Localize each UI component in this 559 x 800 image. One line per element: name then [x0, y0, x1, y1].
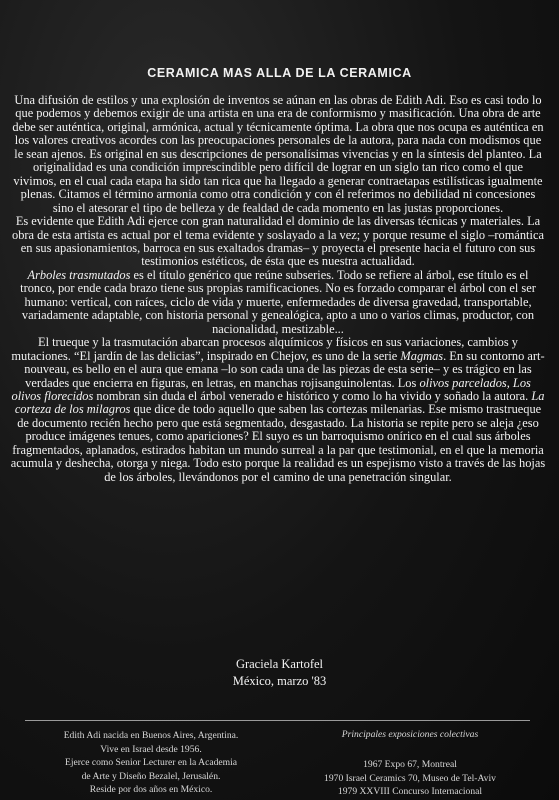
place-date: México, marzo '83: [232, 674, 327, 688]
artist-bio: [22, 729, 280, 797]
divider: [25, 720, 530, 721]
page-title: CERAMICA MAS ALLA DE LA CERAMICA: [147, 66, 412, 80]
author-name: Graciela Kartofel: [235, 657, 324, 671]
paragraph-4-text-c: nombran sin duda el árbol venerado e histórico y como lo ha vivido y soñado la autora.: [93, 388, 532, 403]
bio-line: Reside por dos años en México.: [89, 784, 213, 796]
essay-body: [10, 94, 546, 484]
paragraph-1: Una difusión de estilos y una explosión de inventos se aúnan en las obras de Edith Adi. Eso es casi todo lo que podemos y debemos exigir de una artista en una era de conformismo y masificación. Una obra de arte debe ser auténtica, original, armónica, actual y técnicamente óptima. La obra que nos ocupa es auténtica en los valores creativos acordes con las preocupaciones personales de la autora, para nada con modismos que le sean ajenos. Es original en sus descripciones de personalísimas vivencias y en la síntesis del planteo. La originalidad es una condición imprescindible pero difícil de lograr en un siglo tan rico como el que vivimos, en el cual cada etapa ha sido tan rica que ha llegado a generar contraetapas estilísticas igualmente plenas. Citamos el término armonia como otra condición y con él referimos no debilidad ni concesiones sino el atesorar el tipo de belleza y de fealdad de cada momento en las justas proporciones.: [12, 93, 544, 215]
paragraph-3: [10, 269, 546, 336]
corteza-title-italic: La corteza de los milagros: [14, 388, 545, 417]
paragraph-3-text: es el título genérico que reúne subseries. Todo se refiere al árbol, ese título es el tronco, por ende cada brazo tiene sus propias ramificaciones. No es forzado comparar el árbol con el ser humano: vertical, con raíces, ciclo de vida y muerte, enfermedades de diversa gravedad, transportable, variadamente adaptable, con historia personal y genealógica, apto a uno o varios climas, productor, con nacionalidad, mestizable...: [20, 267, 536, 336]
paragraph-2: Es evidente que Edith Adi ejerce con gran naturalidad el dominio de las diversas técnicas y materiales. La obra de esta artista es actual por el tema evidente y soslayado a la vez; y porque resume el siglo –romántica en sus apasionamientos, barroca en sus exaltados dramas– y proyecta el presente hacia el futuro con sus testimonios estéticos, de ésta que es nuestra actualidad.: [12, 214, 544, 269]
exhibition-item: 1967 Expo 67, Montreal: [363, 759, 457, 770]
paragraph-4-text-b: . En su contorno art-nouveau, es bello en el aura que emana –lo son cada una de las piezas de esta serie– y es trágico en las verdades que encierra en figuras, en letras, en manchas rojisanguinolentas. Los: [24, 348, 545, 390]
bio-line: Ejerce como Senior Lecturer en la Academia: [64, 757, 238, 769]
series-magmas-italic: Magmas: [400, 348, 444, 363]
exhibitions-heading: Principales exposiciones colectivas: [341, 729, 479, 740]
bio-line: Edith Adi nacida en Buenos Aires, Argentina.: [63, 730, 239, 741]
bio-line: Vive en Israel desde 1956.: [100, 743, 202, 755]
series-title-italic: Arboles trasmutados: [27, 267, 131, 282]
exhibition-item: 1979 XXVIII Concurso Internacional: [337, 786, 483, 798]
olivos-titles-italic: olivos parcelados, Los olivos florecidos: [11, 375, 531, 403]
exhibitions-list: [270, 758, 550, 799]
paragraph-4-text-a: El trueque y la trasmutación abarcan procesos alquímicos y físicos en sus variaciones, cambios y mutaciones. “El jardín de las delicias”, inspirado en Chejov, es uno de la serie: [11, 335, 518, 363]
exhibition-item: 1970 Israel Ceramics 70, Museo de Tel-Aviv: [324, 772, 496, 784]
paragraph-4: [10, 336, 546, 484]
signature-block: [0, 656, 559, 690]
bio-line: de Arte y Diseño Bezalel, Jerusalén.: [81, 770, 221, 782]
paragraph-4-text-d: que dice de todo aquello que saben las cortezas milenarias. Ese mismo trastrueque de documento recién hecho pero que está segmentado, desgastado. La historia se repite pero se aleja ¿eso produce imágenes tenues, como apariciones? El suyo es un barroquismo onírico en el cual sus árboles fragmentados, aplanados, estirados habitan un mundo surreal a la par que testimonial, en el que la memoria acumula y deshecha, otorga y niega. Todo esto porque la realidad es un espejismo visto a través de las hojas de los árboles, llevándonos por el camino de una penetración singular.: [10, 402, 546, 484]
